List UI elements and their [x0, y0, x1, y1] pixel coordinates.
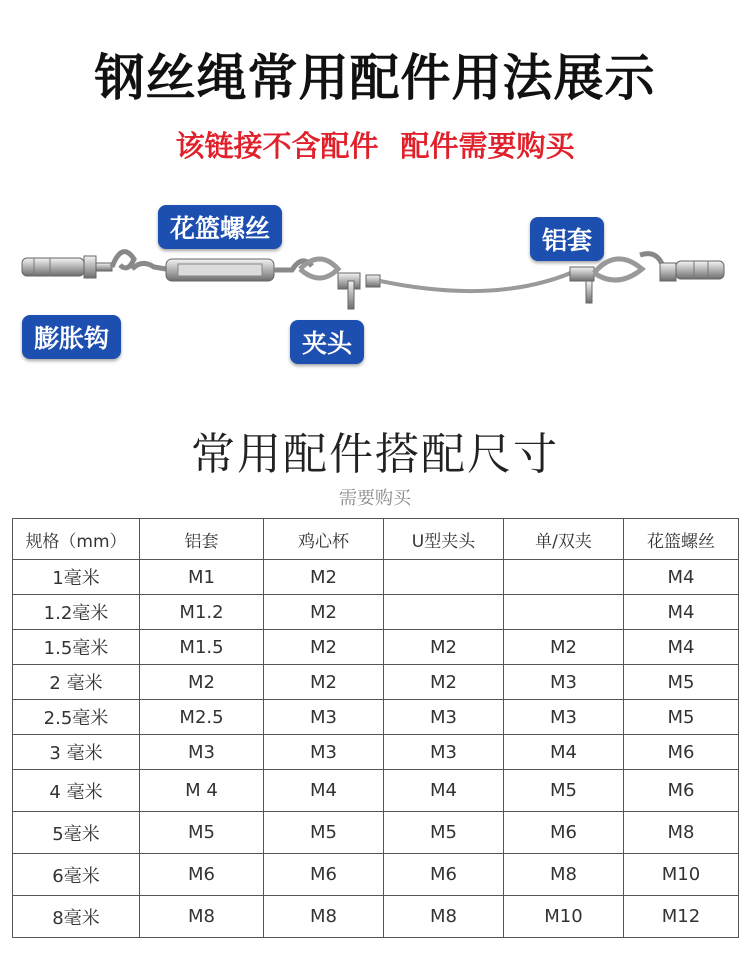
table-cell: M3	[504, 700, 624, 735]
table-cell: M 4	[140, 770, 264, 812]
table-cell: M2	[264, 630, 384, 665]
table-cell: M4	[624, 630, 739, 665]
size-table-grid	[12, 518, 739, 938]
table-cell: M6	[624, 735, 739, 770]
table-cell: M3	[264, 700, 384, 735]
table-cell: M1.2	[140, 595, 264, 630]
table-row	[13, 665, 739, 700]
table-cell: M8	[264, 896, 384, 938]
table-cell: M8	[624, 812, 739, 854]
table-cell: 2 毫米	[13, 665, 140, 700]
table-cell: M8	[384, 896, 504, 938]
table-cell: M6	[384, 854, 504, 896]
table-cell: M8	[504, 854, 624, 896]
expansion-bolt-left	[22, 252, 134, 278]
table-row	[13, 896, 739, 938]
table-cell: 2.5毫米	[13, 700, 140, 735]
sleeve-tag: 铝套	[530, 217, 604, 261]
table-cell: M1.5	[140, 630, 264, 665]
table-row	[13, 700, 739, 735]
table-cell: M3	[140, 735, 264, 770]
table-cell: M4	[384, 770, 504, 812]
table-row	[13, 560, 739, 595]
table-cell: M4	[624, 595, 739, 630]
expansion-bolt-right	[640, 254, 724, 281]
table-cell	[384, 595, 504, 630]
table-row	[13, 595, 739, 630]
table-cell: M2	[384, 630, 504, 665]
table-cell: M3	[264, 735, 384, 770]
table-cell: M5	[140, 812, 264, 854]
table-cell: M12	[624, 896, 739, 938]
table-cell: M2	[384, 665, 504, 700]
table-cell: M2	[504, 630, 624, 665]
table-cell: M2	[140, 665, 264, 700]
table-cell: 1毫米	[13, 560, 140, 595]
expansion-hook-tag: 膨胀钩	[22, 315, 121, 359]
wire-rope-line	[380, 269, 580, 291]
aluminium-sleeve-illustration	[570, 259, 642, 303]
table-cell: 3 毫米	[13, 735, 140, 770]
table-row	[13, 735, 739, 770]
table-cell: M5	[384, 812, 504, 854]
page-title: 钢丝绳常用配件用法展示	[94, 49, 656, 107]
column-header: 规格（mm）	[13, 519, 140, 560]
column-header: 鸡心杯	[264, 519, 384, 560]
table-cell: 6毫米	[13, 854, 140, 896]
table-header-row	[13, 519, 739, 560]
table-cell: M5	[264, 812, 384, 854]
turnbuckle-tag: 花篮螺丝	[158, 205, 282, 249]
table-cell: M6	[140, 854, 264, 896]
table-cell: 8毫米	[13, 896, 140, 938]
table-cell: M6	[624, 770, 739, 812]
table-row	[13, 812, 739, 854]
table-cell: M3	[384, 700, 504, 735]
clamp-illustration	[300, 259, 380, 309]
table-cell	[504, 560, 624, 595]
table-cell: M2	[264, 560, 384, 595]
table-cell: M2	[264, 665, 384, 700]
table-cell	[384, 560, 504, 595]
table-row	[13, 770, 739, 812]
table-cell: M2	[264, 595, 384, 630]
table-row	[13, 630, 739, 665]
table-cell: 4 毫米	[13, 770, 140, 812]
table-cell: M8	[140, 896, 264, 938]
table-cell: M1	[140, 560, 264, 595]
table-cell: 1.2毫米	[13, 595, 140, 630]
column-header: 单/双夹	[504, 519, 624, 560]
size-section-title: 常用配件搭配尺寸	[191, 429, 559, 480]
table-row	[13, 854, 739, 896]
table-cell: M3	[504, 665, 624, 700]
column-header: 铝套	[140, 519, 264, 560]
table-cell: M4	[504, 735, 624, 770]
table-cell: M6	[264, 854, 384, 896]
table-cell: 1.5毫米	[13, 630, 140, 665]
notice-subtitle: 该链接不含配件 配件需要购买	[175, 129, 575, 163]
column-header: 花篮螺丝	[624, 519, 739, 560]
table-cell: 5毫米	[13, 812, 140, 854]
table-cell	[504, 595, 624, 630]
table-cell: M4	[264, 770, 384, 812]
table-cell: M5	[624, 665, 739, 700]
table-cell: M6	[504, 812, 624, 854]
table-cell: M5	[624, 700, 739, 735]
table-cell: M10	[624, 854, 739, 896]
clamp-tag: 夹头	[290, 320, 364, 364]
size-table	[12, 518, 738, 938]
turnbuckle-illustration	[132, 259, 312, 281]
table-cell: M10	[504, 896, 624, 938]
accessory-diagram	[0, 195, 750, 375]
column-header: U型夹头	[384, 519, 504, 560]
table-cell: M2.5	[140, 700, 264, 735]
table-cell: M5	[504, 770, 624, 812]
table-cell: M4	[624, 560, 739, 595]
size-section-note: 需要购买	[339, 488, 411, 509]
table-cell: M3	[384, 735, 504, 770]
